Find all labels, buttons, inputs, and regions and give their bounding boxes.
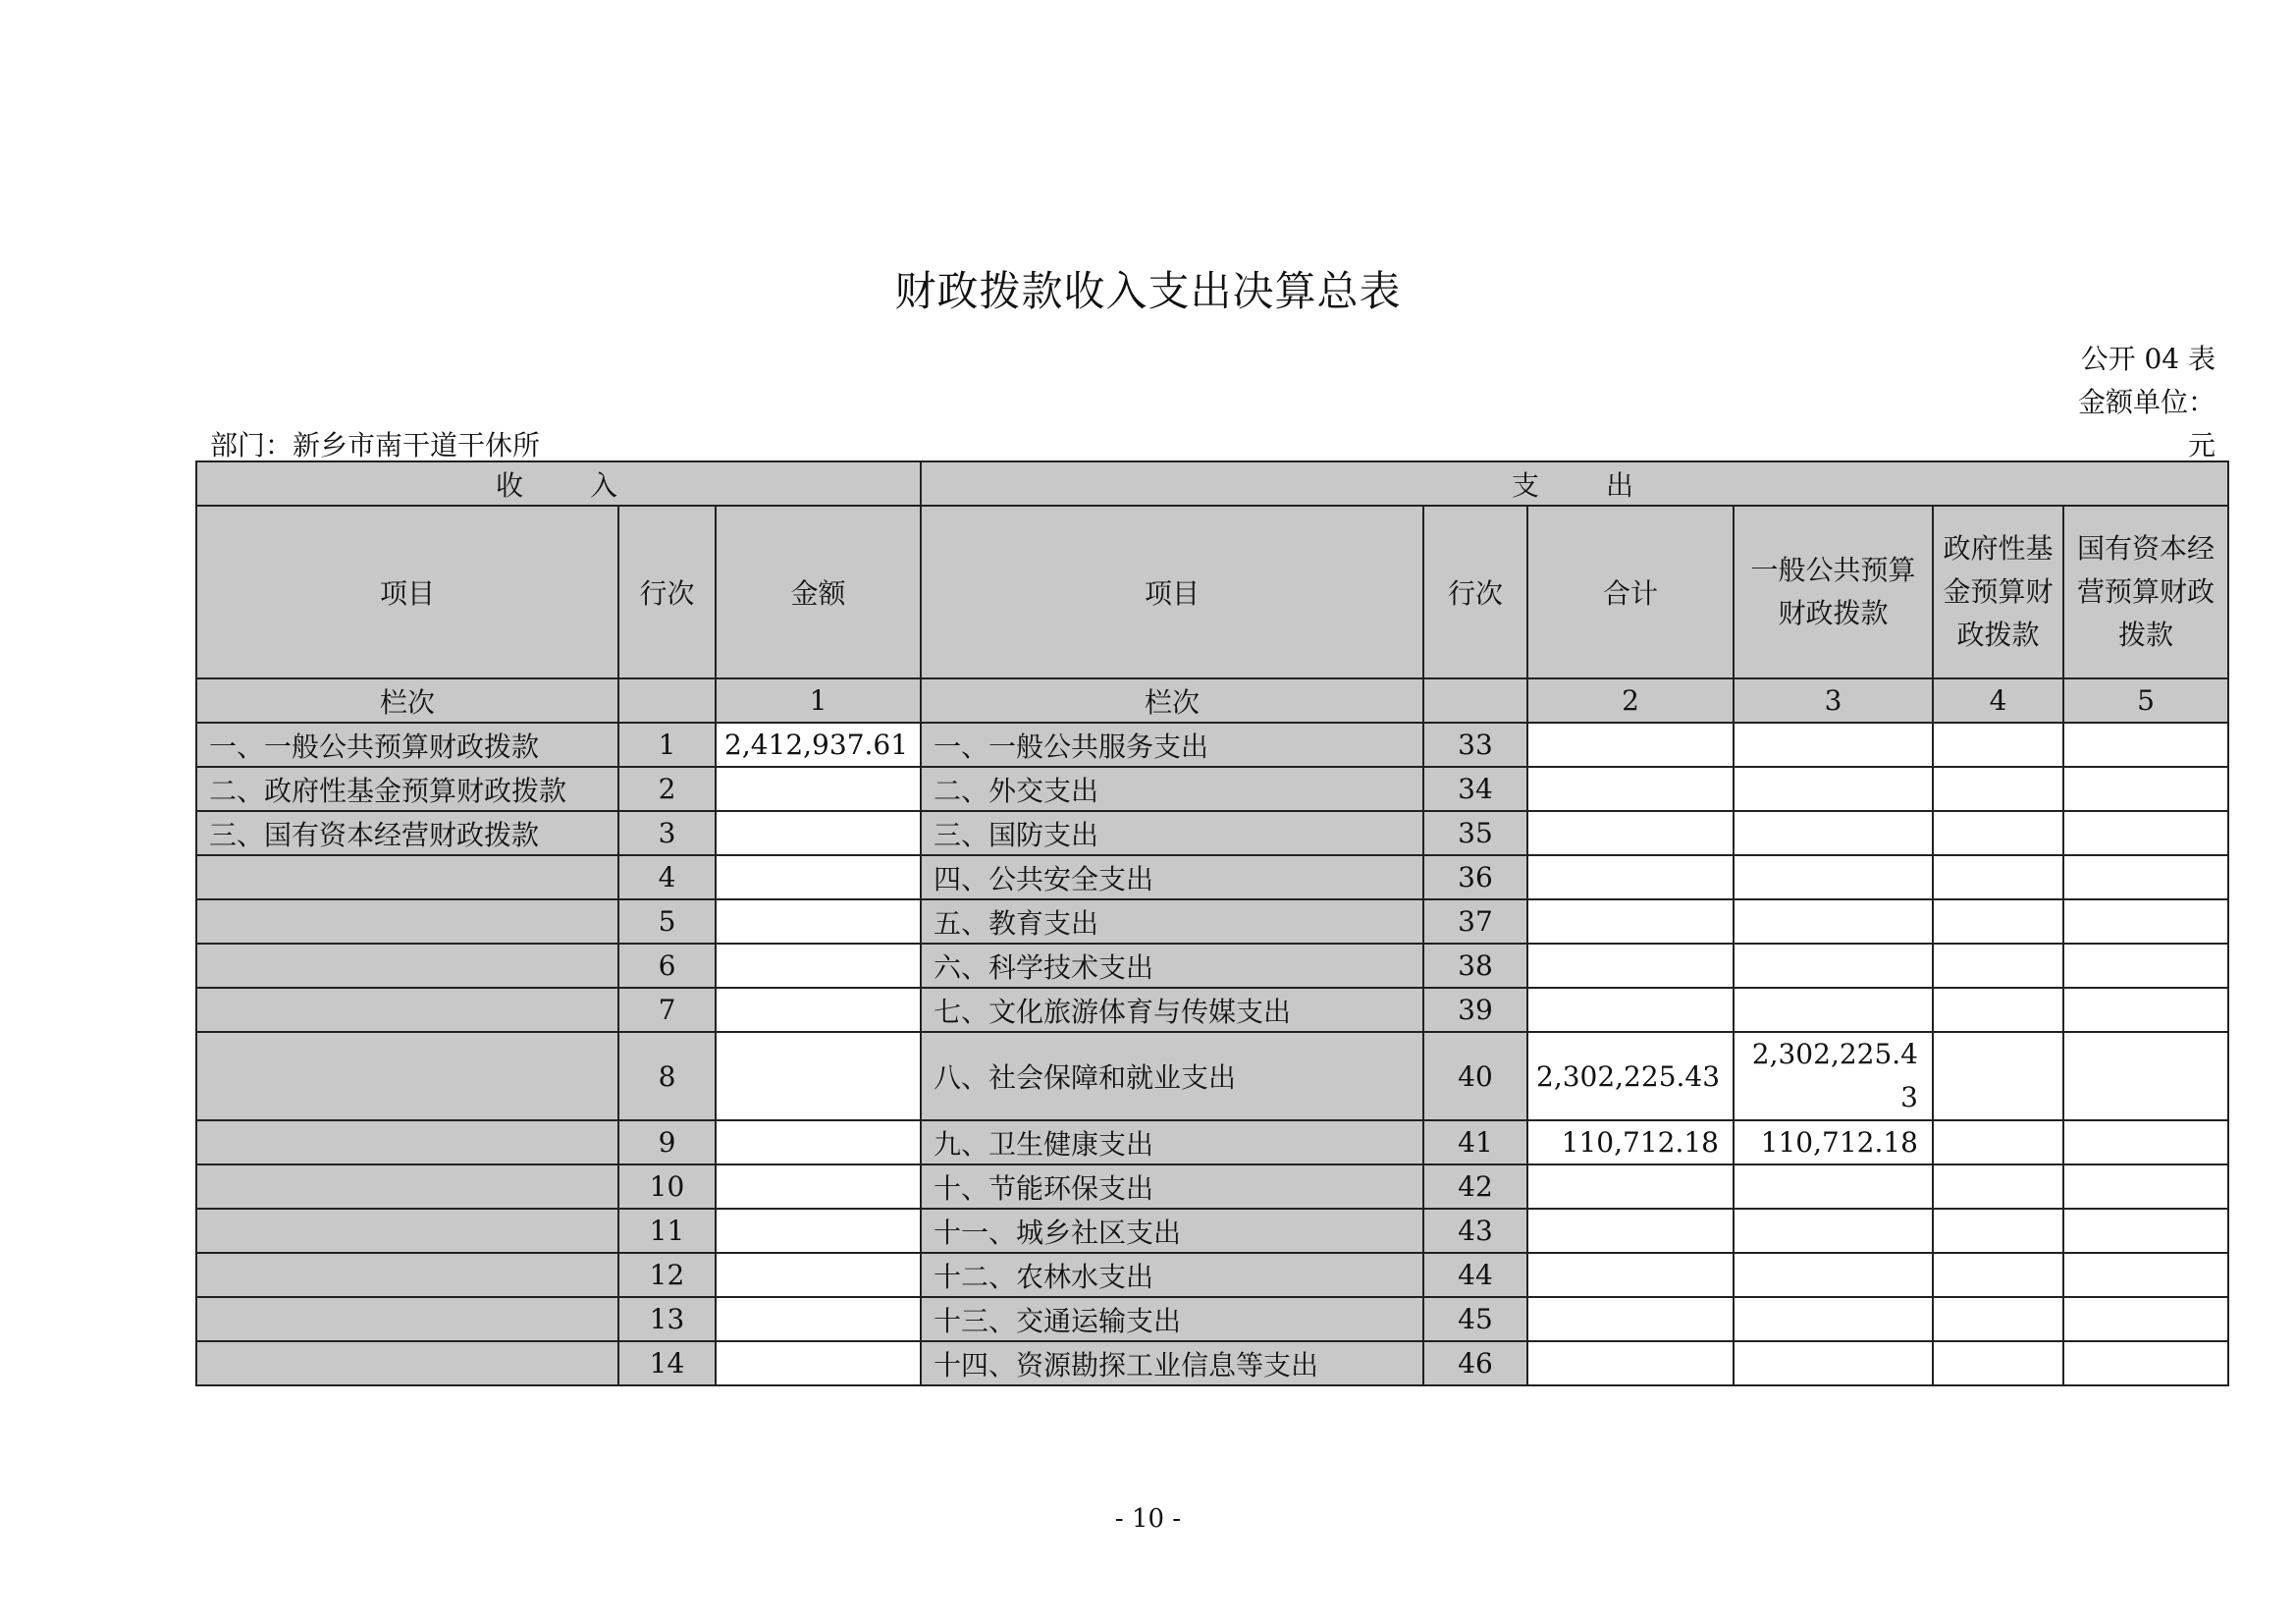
expense-item: 五、教育支出	[921, 899, 1423, 944]
expense-line: 43	[1423, 1209, 1527, 1253]
general-budget-amount	[1734, 1164, 1933, 1209]
column-header-row	[196, 506, 2228, 678]
general-budget-amount	[1734, 988, 1933, 1032]
general-budget-amount	[1734, 899, 1933, 944]
income-item	[196, 1164, 618, 1209]
col-index-label: 栏次	[196, 678, 618, 723]
income-amount	[716, 988, 921, 1032]
table-row	[196, 767, 2228, 811]
col-index-1: 1	[716, 678, 921, 723]
total-amount	[1527, 988, 1734, 1032]
income-amount: 2,412,937.61	[716, 723, 921, 767]
expense-item: 十一、城乡社区支出	[921, 1209, 1423, 1253]
col-index-2: 2	[1527, 678, 1734, 723]
total-amount	[1527, 811, 1734, 855]
total-amount	[1527, 1164, 1734, 1209]
general-budget-amount	[1734, 1253, 1933, 1297]
total-amount	[1527, 1253, 1734, 1297]
general-budget-amount	[1734, 1297, 1933, 1341]
col-header-total: 合计	[1527, 506, 1734, 678]
total-amount	[1527, 855, 1734, 899]
state-capital-amount	[2063, 811, 2228, 855]
table-row	[196, 1253, 2228, 1297]
gov-fund-amount	[1933, 811, 2063, 855]
col-index-blank	[618, 678, 716, 723]
section-header-row	[196, 461, 2228, 506]
income-line: 10	[618, 1164, 716, 1209]
table-code: 公开 04 表	[2080, 343, 2216, 375]
expense-item: 十、节能环保支出	[921, 1164, 1423, 1209]
expense-line: 38	[1423, 944, 1527, 988]
general-budget-amount	[1734, 811, 1933, 855]
gov-fund-amount	[1933, 1341, 2063, 1385]
income-amount	[716, 1164, 921, 1209]
table-row	[196, 855, 2228, 899]
table-row	[196, 811, 2228, 855]
final-accounts-table	[195, 460, 2229, 1386]
table-row	[196, 1209, 2228, 1253]
income-amount	[716, 1032, 921, 1120]
col-index-blank2	[1423, 678, 1527, 723]
gov-fund-amount	[1933, 1297, 2063, 1341]
income-item	[196, 855, 618, 899]
page-number: - 10 -	[1114, 1504, 1182, 1534]
state-capital-amount	[2063, 899, 2228, 944]
expense-line: 41	[1423, 1120, 1527, 1164]
income-line: 13	[618, 1297, 716, 1341]
expense-item: 二、外交支出	[921, 767, 1423, 811]
total-amount: 110,712.18	[1527, 1120, 1734, 1164]
state-capital-amount	[2063, 1253, 2228, 1297]
general-budget-amount	[1734, 723, 1933, 767]
total-amount	[1527, 723, 1734, 767]
general-budget-amount	[1734, 767, 1933, 811]
expense-line: 33	[1423, 723, 1527, 767]
col-header-line: 行次	[618, 506, 716, 678]
income-item	[196, 1120, 618, 1164]
expense-line: 35	[1423, 811, 1527, 855]
total-amount	[1527, 944, 1734, 988]
col-header-item: 项目	[196, 506, 618, 678]
expense-item: 四、公共安全支出	[921, 855, 1423, 899]
income-item	[196, 1209, 618, 1253]
department: 部门：新乡市南干道干休所	[210, 429, 541, 461]
col-index-label2: 栏次	[921, 678, 1423, 723]
table-row	[196, 944, 2228, 988]
income-line: 12	[618, 1253, 716, 1297]
expense-item: 十二、农林水支出	[921, 1253, 1423, 1297]
general-budget-amount	[1734, 1341, 1933, 1385]
gov-fund-amount	[1933, 1253, 2063, 1297]
state-capital-amount	[2063, 1341, 2228, 1385]
expense-item: 六、科学技术支出	[921, 944, 1423, 988]
state-capital-amount	[2063, 988, 2228, 1032]
general-budget-amount: 110,712.18	[1734, 1120, 1933, 1164]
general-budget-amount: 2,302,225.43	[1734, 1032, 1933, 1120]
income-line: 14	[618, 1341, 716, 1385]
gov-fund-amount	[1933, 1209, 2063, 1253]
state-capital-amount	[2063, 1120, 2228, 1164]
income-item	[196, 1253, 618, 1297]
income-line: 5	[618, 899, 716, 944]
income-line: 6	[618, 944, 716, 988]
expense-item: 一、一般公共服务支出	[921, 723, 1423, 767]
expense-line: 45	[1423, 1297, 1527, 1341]
state-capital-amount	[2063, 1164, 2228, 1209]
col-header-line2: 行次	[1423, 506, 1527, 678]
income-line: 9	[618, 1120, 716, 1164]
income-line: 1	[618, 723, 716, 767]
col-index-5: 5	[2063, 678, 2228, 723]
table-row	[196, 1120, 2228, 1164]
expense-item: 七、文化旅游体育与传媒支出	[921, 988, 1423, 1032]
expense-line: 46	[1423, 1341, 1527, 1385]
income-line: 4	[618, 855, 716, 899]
expense-item: 三、国防支出	[921, 811, 1423, 855]
gov-fund-amount	[1933, 944, 2063, 988]
income-line: 7	[618, 988, 716, 1032]
income-amount	[716, 1297, 921, 1341]
col-index-3: 3	[1734, 678, 1933, 723]
income-amount	[716, 944, 921, 988]
expense-item: 八、社会保障和就业支出	[921, 1032, 1423, 1120]
income-item	[196, 1297, 618, 1341]
income-line: 3	[618, 811, 716, 855]
state-capital-amount	[2063, 855, 2228, 899]
state-capital-amount	[2063, 1209, 2228, 1253]
table-row	[196, 1164, 2228, 1209]
expense-line: 37	[1423, 899, 1527, 944]
total-amount	[1527, 899, 1734, 944]
expense-line: 34	[1423, 767, 1527, 811]
income-section-header: 收 入	[196, 461, 921, 506]
expense-section-header: 支 出	[921, 461, 2228, 506]
expense-item: 九、卫生健康支出	[921, 1120, 1423, 1164]
table-row	[196, 1297, 2228, 1341]
income-amount	[716, 899, 921, 944]
gov-fund-amount	[1933, 988, 2063, 1032]
gov-fund-amount	[1933, 1164, 2063, 1209]
table-row	[196, 1341, 2228, 1385]
income-item	[196, 988, 618, 1032]
unit-value: 元	[2187, 429, 2216, 461]
income-item	[196, 899, 618, 944]
table-row	[196, 988, 2228, 1032]
col-header-general-budget: 一般公共预算财政拨款	[1734, 506, 1933, 678]
total-amount: 2,302,225.43	[1527, 1032, 1734, 1120]
income-amount	[716, 1209, 921, 1253]
general-budget-amount	[1734, 855, 1933, 899]
income-amount	[716, 1120, 921, 1164]
income-amount	[716, 1253, 921, 1297]
gov-fund-amount	[1933, 899, 2063, 944]
unit-label: 金额单位：	[2077, 386, 2216, 418]
income-item	[196, 944, 618, 988]
expense-item: 十四、资源勘探工业信息等支出	[921, 1341, 1423, 1385]
income-line: 11	[618, 1209, 716, 1253]
general-budget-amount	[1734, 1209, 1933, 1253]
expense-line: 42	[1423, 1164, 1527, 1209]
expense-item: 十三、交通运输支出	[921, 1297, 1423, 1341]
col-header-amount: 金额	[716, 506, 921, 678]
state-capital-amount	[2063, 1032, 2228, 1120]
col-header-item2: 项目	[921, 506, 1423, 678]
total-amount	[1527, 767, 1734, 811]
col-header-state-capital: 国有资本经营预算财政拨款	[2063, 506, 2228, 678]
page-title: 财政拨款收入支出决算总表	[894, 267, 1402, 315]
income-item	[196, 1032, 618, 1120]
col-index-4: 4	[1933, 678, 2063, 723]
expense-line: 44	[1423, 1253, 1527, 1297]
expense-line: 36	[1423, 855, 1527, 899]
table-row	[196, 899, 2228, 944]
income-line: 2	[618, 767, 716, 811]
gov-fund-amount	[1933, 767, 2063, 811]
income-amount	[716, 811, 921, 855]
expense-line: 40	[1423, 1032, 1527, 1120]
expense-line: 39	[1423, 988, 1527, 1032]
total-amount	[1527, 1297, 1734, 1341]
income-line: 8	[618, 1032, 716, 1120]
income-item: 一、一般公共预算财政拨款	[196, 723, 618, 767]
table-row	[196, 723, 2228, 767]
state-capital-amount	[2063, 1297, 2228, 1341]
table-row	[196, 1032, 2228, 1120]
income-amount	[716, 1341, 921, 1385]
income-amount	[716, 855, 921, 899]
column-index-row	[196, 678, 2228, 723]
gov-fund-amount	[1933, 1032, 2063, 1120]
col-header-gov-fund: 政府性基金预算财政拨款	[1933, 506, 2063, 678]
general-budget-amount	[1734, 944, 1933, 988]
income-item: 三、国有资本经营财政拨款	[196, 811, 618, 855]
income-item	[196, 1341, 618, 1385]
gov-fund-amount	[1933, 723, 2063, 767]
income-amount	[716, 767, 921, 811]
state-capital-amount	[2063, 767, 2228, 811]
total-amount	[1527, 1209, 1734, 1253]
state-capital-amount	[2063, 723, 2228, 767]
income-item: 二、政府性基金预算财政拨款	[196, 767, 618, 811]
gov-fund-amount	[1933, 855, 2063, 899]
state-capital-amount	[2063, 944, 2228, 988]
gov-fund-amount	[1933, 1120, 2063, 1164]
total-amount	[1527, 1341, 1734, 1385]
